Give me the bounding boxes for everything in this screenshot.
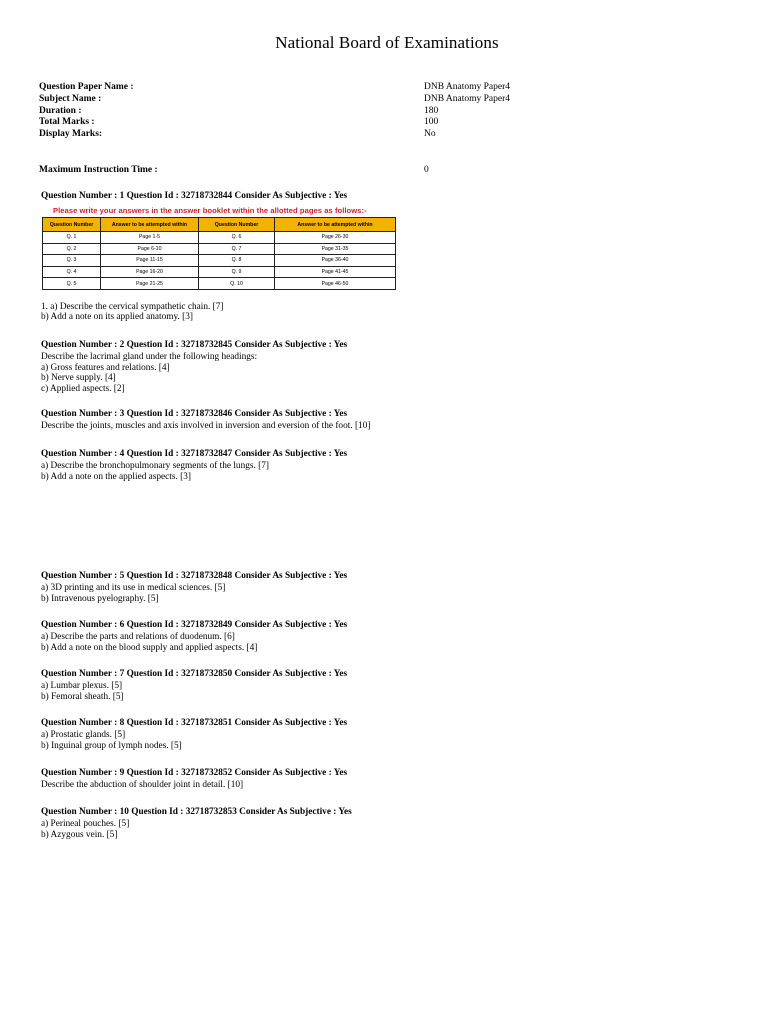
- meta-value: DNB Anatomy Paper4: [424, 93, 511, 104]
- meta-row-subject: [39, 94, 739, 106]
- table-cell: Q. 9: [199, 266, 275, 278]
- column-header: Answer to be attempted within: [101, 218, 199, 232]
- question-7: [41, 669, 741, 702]
- meta-row-paper-name: [39, 82, 739, 94]
- question-line: b) Azygous vein. [5]: [41, 829, 118, 840]
- question-header: Question Number : 9 Question Id : 32718732852 Consider As Subjective : Yes: [41, 768, 348, 778]
- meta-row-duration: [39, 106, 739, 118]
- table-cell: Q. 5: [43, 278, 101, 290]
- table-cell: Q. 10: [199, 278, 275, 290]
- meta-label: Maximum Instruction Time :: [39, 164, 158, 175]
- question-1-body: [41, 302, 741, 323]
- question-4: [41, 449, 741, 482]
- question-header: Question Number : 10 Question Id : 32718732853 Consider As Subjective : Yes: [41, 807, 352, 817]
- question-3: [41, 409, 741, 432]
- table-cell: Q. 1: [43, 232, 101, 244]
- table-row: [43, 266, 396, 278]
- table-header-row: [43, 218, 396, 232]
- table-cell: Page 16-20: [101, 266, 199, 278]
- table-cell: Page 6-10: [101, 243, 199, 255]
- question-8: [41, 718, 741, 751]
- question-line: Describe the joints, muscles and axis involved in inversion and eversion of the foot. [10]: [41, 421, 371, 432]
- question-line: 1. a) Describe the cervical sympathetic chain. [7]: [41, 302, 224, 312]
- table-cell: Q. 8: [199, 255, 275, 267]
- table-cell: Q. 6: [199, 232, 275, 244]
- question-line: a) 3D printing and its use in medical sciences. [5]: [41, 583, 226, 594]
- question-line: b) Nerve supply. [4]: [41, 373, 116, 384]
- meta-row-instruction-time: [39, 165, 739, 177]
- table-row: [43, 243, 396, 255]
- table-cell: Page 11-15: [101, 255, 199, 267]
- question-1-header-block: [41, 191, 741, 203]
- question-5: [41, 571, 741, 604]
- meta-value: No: [424, 129, 436, 140]
- table-row: [43, 278, 396, 290]
- question-9: [41, 768, 741, 791]
- question-line: b) Femoral sheath. [5]: [41, 691, 124, 702]
- meta-value: 0: [424, 164, 429, 175]
- question-header: Question Number : 3 Question Id : 32718732846 Consider As Subjective : Yes: [41, 409, 348, 419]
- table-cell: Page 46-50: [275, 278, 396, 290]
- question-header: Question Number : 2 Question Id : 32718732845 Consider As Subjective : Yes: [41, 340, 348, 350]
- meta-label: Subject Name :: [39, 93, 102, 104]
- question-line: b) Add a note on the applied aspects. [3]: [41, 471, 191, 482]
- question-line: b) Add a note on the blood supply and applied aspects. [4]: [41, 642, 258, 653]
- meta-value: 180: [424, 105, 439, 116]
- table-cell: Page 21-25: [101, 278, 199, 290]
- table-cell: Q. 7: [199, 243, 275, 255]
- meta-row-total-marks: [39, 117, 739, 129]
- question-header: Question Number : 4 Question Id : 32718732847 Consider As Subjective : Yes: [41, 449, 348, 459]
- question-line: c) Applied aspects. [2]: [41, 383, 125, 394]
- question-header: Question Number : 1 Question Id : 32718732844 Consider As Subjective : Yes: [41, 191, 348, 201]
- meta-label: Question Paper Name :: [39, 82, 134, 92]
- meta-row-display-marks: [39, 129, 739, 141]
- meta-label: Total Marks :: [39, 117, 95, 128]
- question-line: a) Lumbar plexus. [5]: [41, 681, 123, 692]
- question-2: [41, 340, 741, 394]
- question-line: a) Perineal pouches. [5]: [41, 819, 130, 830]
- question-10: [41, 807, 741, 840]
- question-header: Question Number : 5 Question Id : 32718732848 Consider As Subjective : Yes: [41, 571, 348, 581]
- table-cell: Q. 2: [43, 243, 101, 255]
- question-line: Describe the abduction of shoulder joint in detail. [10]: [41, 780, 244, 791]
- question-header: Question Number : 6 Question Id : 32718732849 Consider As Subjective : Yes: [41, 620, 348, 630]
- meta-value: DNB Anatomy Paper4: [424, 82, 511, 92]
- question-line: b) Intravenous pyelography. [5]: [41, 593, 159, 604]
- table-row: [43, 255, 396, 267]
- answer-pages-table: [42, 217, 396, 290]
- table-cell: Page 1-5: [101, 232, 199, 244]
- column-header: Answer to be attempted within: [275, 218, 396, 232]
- table-cell: Page 36-40: [275, 255, 396, 267]
- table-cell: Page 31-35: [275, 243, 396, 255]
- table-row: [43, 232, 396, 244]
- column-header: Question Number: [43, 218, 101, 232]
- question-header: Question Number : 7 Question Id : 32718732850 Consider As Subjective : Yes: [41, 669, 348, 679]
- meta-value: 100: [424, 117, 439, 128]
- table-cell: Q. 4: [43, 266, 101, 278]
- column-header: Question Number: [199, 218, 275, 232]
- question-line: Describe the lacrimal gland under the following headings:: [41, 352, 258, 363]
- table-cell: Q. 3: [43, 255, 101, 267]
- question-line: a) Gross features and relations. [4]: [41, 362, 170, 373]
- meta-label: Duration :: [39, 105, 82, 116]
- table-cell: Page 26-30: [275, 232, 396, 244]
- page-title: National Board of Examinations: [275, 33, 499, 52]
- question-line: b) Add a note on its applied anatomy. [3]: [41, 312, 193, 323]
- question-6: [41, 620, 741, 653]
- question-line: a) Describe the bronchopulmonary segments of the lungs. [7]: [41, 461, 269, 472]
- question-line: a) Describe the parts and relations of duodenum. [6]: [41, 632, 235, 643]
- meta-label: Display Marks:: [39, 129, 103, 140]
- paper-details: [39, 82, 739, 177]
- question-line: b) Inguinal group of lymph nodes. [5]: [41, 740, 182, 751]
- question-header: Question Number : 8 Question Id : 32718732851 Consider As Subjective : Yes: [41, 718, 348, 728]
- answer-booklet-instruction: Please write your answers in the answer booklet within the allotted pages as follows:-: [53, 206, 367, 215]
- table-cell: Page 41-45: [275, 266, 396, 278]
- question-line: a) Prostatic glands. [5]: [41, 730, 126, 741]
